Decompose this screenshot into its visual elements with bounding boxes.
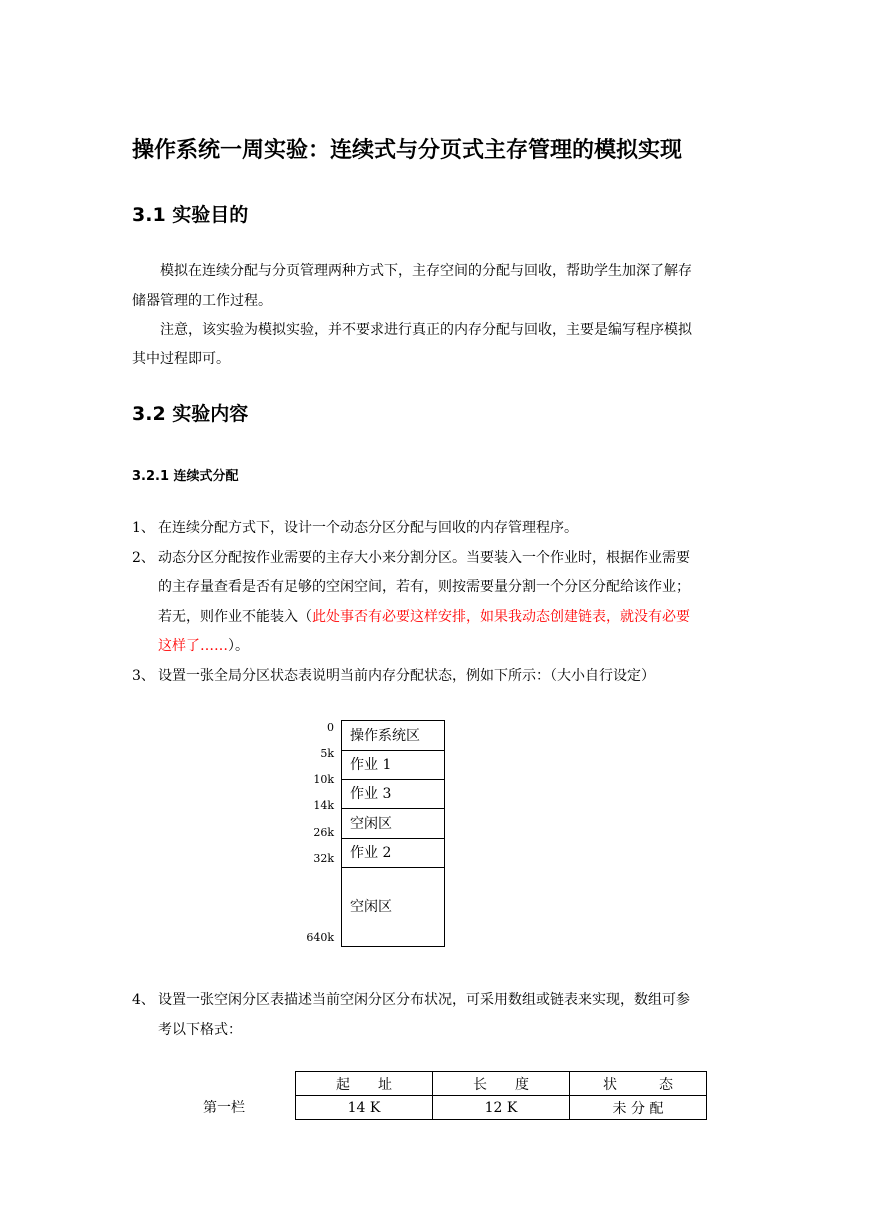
purpose-para1-line1: 模拟在连续分配与分页管理两种方式下，主存空间的分配与回收，帮助学生加深了解存	[160, 263, 692, 279]
section-heading-purpose: 3.1 实验目的	[132, 204, 249, 226]
list-item-number: 4、	[132, 992, 155, 1008]
memory-block: 作业 1	[342, 751, 444, 780]
red-annotation: 这样了……	[158, 638, 228, 654]
table-cell: 14 K	[296, 1096, 433, 1120]
address-label: 0	[327, 721, 334, 734]
memory-block: 作业 3	[342, 780, 444, 809]
address-label: 14k	[313, 799, 334, 812]
list-item-text: 考以下格式：	[158, 1022, 242, 1038]
free-partition-table	[295, 1071, 707, 1120]
table-cell: 未 分 配	[570, 1096, 707, 1120]
list-item-text: 动态分区分配按作业需要的主存大小来分割分区。当要装入一个作业时，根据作业需要	[158, 550, 690, 566]
memory-map-box	[341, 720, 445, 947]
address-label: 26k	[313, 826, 334, 839]
list-item-text: 设置一张全局分区状态表说明当前内存分配状态，例如下所示：（大小自行设定）	[158, 668, 655, 684]
memory-block: 作业 2	[342, 839, 444, 868]
table-header-row	[296, 1072, 707, 1096]
list-item-text-line4	[158, 631, 249, 661]
memory-block: 空闲区	[342, 809, 444, 839]
address-label: 10k	[313, 773, 334, 786]
purpose-para2-line1: 注意，该实验为模拟实验，并不要求进行真正的内存分配与回收，主要是编写程序模拟	[160, 322, 692, 338]
list-item-number: 2、	[132, 550, 155, 566]
page-title: 操作系统一周实验：连续式与分页式主存管理的模拟实现	[132, 138, 683, 163]
red-annotation: 此处事否有必要这样安排，如果我动态创建链表，就没有必要	[312, 609, 690, 625]
table-row	[296, 1096, 707, 1120]
table-cell: 12 K	[433, 1096, 570, 1120]
table-header-cell: 状 态	[570, 1072, 707, 1096]
list-item-text: 若无，则作业不能装入（	[158, 609, 312, 625]
purpose-para2-line2: 其中过程即可。	[132, 351, 230, 367]
list-item-number: 3、	[132, 668, 155, 684]
address-label: 640k	[306, 931, 334, 944]
section-heading-content: 3.2 实验内容	[132, 403, 249, 425]
subsection-heading: 3.2.1 连续式分配	[132, 469, 239, 484]
purpose-para1-line2: 储器管理的工作过程。	[132, 293, 272, 309]
table-header-cell: 长 度	[433, 1072, 570, 1096]
list-item-text: 的主存量查看是否有足够的空闲空间，若有，则按需要量分割一个分区分配给该作业；	[158, 579, 690, 595]
memory-block: 操作系统区	[342, 721, 444, 751]
list-item-text: ）。	[228, 638, 249, 654]
address-label: 32k	[313, 852, 334, 865]
table-header-cell: 起 址	[296, 1072, 433, 1096]
memory-block: 空闲区	[350, 899, 392, 915]
table-row-label: 第一栏	[203, 1100, 245, 1116]
list-item-text: 设置一张空闲分区表描述当前空闲分区分布状况，可采用数组或链表来实现，数组可参	[158, 992, 690, 1008]
address-label: 5k	[320, 747, 334, 760]
list-item-text: 在连续分配方式下，设计一个动态分区分配与回收的内存管理程序。	[158, 520, 578, 536]
list-item-number: 1、	[132, 520, 155, 536]
list-item-text-line3	[158, 602, 690, 632]
